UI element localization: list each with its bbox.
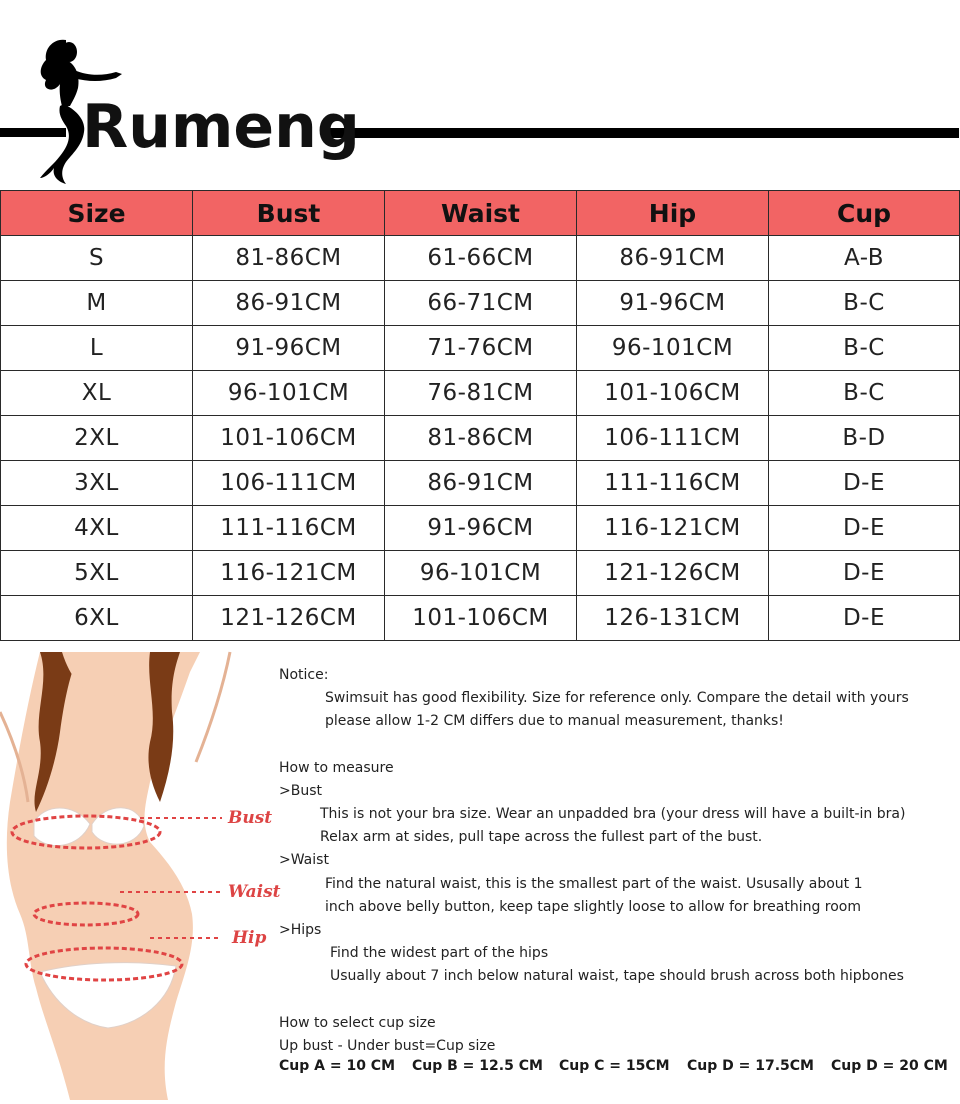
cell-size: XL [1, 371, 193, 416]
notice-title: Notice: [279, 667, 329, 683]
header-rule-right [322, 128, 959, 138]
table-row [1, 236, 960, 281]
hip-label: Hip [232, 928, 267, 948]
table-row [1, 281, 960, 326]
cell-cup: B-C [769, 326, 960, 371]
cell-cup: D-E [769, 596, 960, 641]
cell-hip: 106-111CM [577, 416, 769, 461]
cell-bust: 101-106CM [193, 416, 385, 461]
cell-hip: 86-91CM [577, 236, 769, 281]
table-row [1, 461, 960, 506]
cell-hip: 96-101CM [577, 326, 769, 371]
cell-bust: 121-126CM [193, 596, 385, 641]
bust-line-2: Relax arm at sides, pull tape across the fullest part of the bust. [320, 829, 763, 845]
measurement-illustration [0, 652, 281, 1100]
cell-bust: 81-86CM [193, 236, 385, 281]
cell-size: L [1, 326, 193, 371]
cell-bust: 106-111CM [193, 461, 385, 506]
cell-waist: 66-71CM [385, 281, 577, 326]
notice-line-1: Swimsuit has good flexibility. Size for reference only. Compare the detail with yours [325, 690, 909, 706]
waist-label: Waist [228, 882, 281, 902]
cup-item: Cup C = 15CM [559, 1058, 670, 1074]
cell-hip: 111-116CM [577, 461, 769, 506]
cell-cup: B-C [769, 281, 960, 326]
table-row [1, 596, 960, 641]
cell-cup: A-B [769, 236, 960, 281]
cell-size: 6XL [1, 596, 193, 641]
cell-hip: 91-96CM [577, 281, 769, 326]
cell-size: 4XL [1, 506, 193, 551]
bust-line-1: This is not your bra size. Wear an unpadded bra (your dress will have a built-in bra) [320, 806, 906, 822]
header-cup: Cup [769, 191, 960, 236]
cup-formula: Up bust - Under bust=Cup size [279, 1038, 496, 1054]
bust-title: >Bust [279, 783, 322, 799]
cell-hip: 101-106CM [577, 371, 769, 416]
header-size: Size [1, 191, 193, 236]
cell-bust: 86-91CM [193, 281, 385, 326]
cell-size: 5XL [1, 551, 193, 596]
hips-line-2: Usually about 7 inch below natural waist, tape should brush across both hipbones [330, 968, 904, 984]
cell-waist: 96-101CM [385, 551, 577, 596]
cell-waist: 101-106CM [385, 596, 577, 641]
header-bust: Bust [193, 191, 385, 236]
cell-hip: 116-121CM [577, 506, 769, 551]
hips-line-1: Find the widest part of the hips [330, 945, 549, 961]
cell-bust: 91-96CM [193, 326, 385, 371]
cell-cup: D-E [769, 461, 960, 506]
table-row [1, 551, 960, 596]
brand-header [0, 0, 959, 190]
table-row [1, 326, 960, 371]
cell-size: M [1, 281, 193, 326]
cell-size: 2XL [1, 416, 193, 461]
header-waist: Waist [385, 191, 577, 236]
brand-name: Rumeng [82, 92, 360, 162]
cell-cup: D-E [769, 506, 960, 551]
cell-waist: 71-76CM [385, 326, 577, 371]
waist-title: >Waist [279, 852, 329, 868]
cup-item: Cup D = 17.5CM [687, 1058, 814, 1074]
cell-bust: 96-101CM [193, 371, 385, 416]
cell-waist: 61-66CM [385, 236, 577, 281]
cell-cup: D-E [769, 551, 960, 596]
cell-bust: 116-121CM [193, 551, 385, 596]
cell-cup: B-D [769, 416, 960, 461]
cell-waist: 91-96CM [385, 506, 577, 551]
cup-title: How to select cup size [279, 1015, 436, 1031]
notice-line-2: please allow 1-2 CM differs due to manual measurement, thanks! [325, 713, 784, 729]
bust-label: Bust [228, 808, 273, 828]
table-row [1, 416, 960, 461]
table-row [1, 371, 960, 416]
cell-waist: 76-81CM [385, 371, 577, 416]
cell-hip: 126-131CM [577, 596, 769, 641]
header-hip: Hip [577, 191, 769, 236]
model-figure-icon [0, 652, 275, 1100]
hips-title: >Hips [279, 922, 322, 938]
cell-hip: 121-126CM [577, 551, 769, 596]
cup-item: Cup D = 20 CM [831, 1058, 948, 1074]
cup-item: Cup B = 12.5 CM [412, 1058, 543, 1074]
how-to-measure-title: How to measure [279, 760, 394, 776]
waist-line-2: inch above belly button, keep tape slightly loose to allow for breathing room [325, 899, 862, 915]
table-header-row [1, 191, 960, 236]
cell-bust: 111-116CM [193, 506, 385, 551]
cell-waist: 81-86CM [385, 416, 577, 461]
cell-waist: 86-91CM [385, 461, 577, 506]
size-chart-table [0, 190, 960, 641]
table-row [1, 506, 960, 551]
waist-line-1: Find the natural waist, this is the smallest part of the waist. Ususally about 1 [325, 876, 863, 892]
cell-size: S [1, 236, 193, 281]
cell-cup: B-C [769, 371, 960, 416]
cup-item: Cup A = 10 CM [279, 1058, 396, 1074]
cell-size: 3XL [1, 461, 193, 506]
